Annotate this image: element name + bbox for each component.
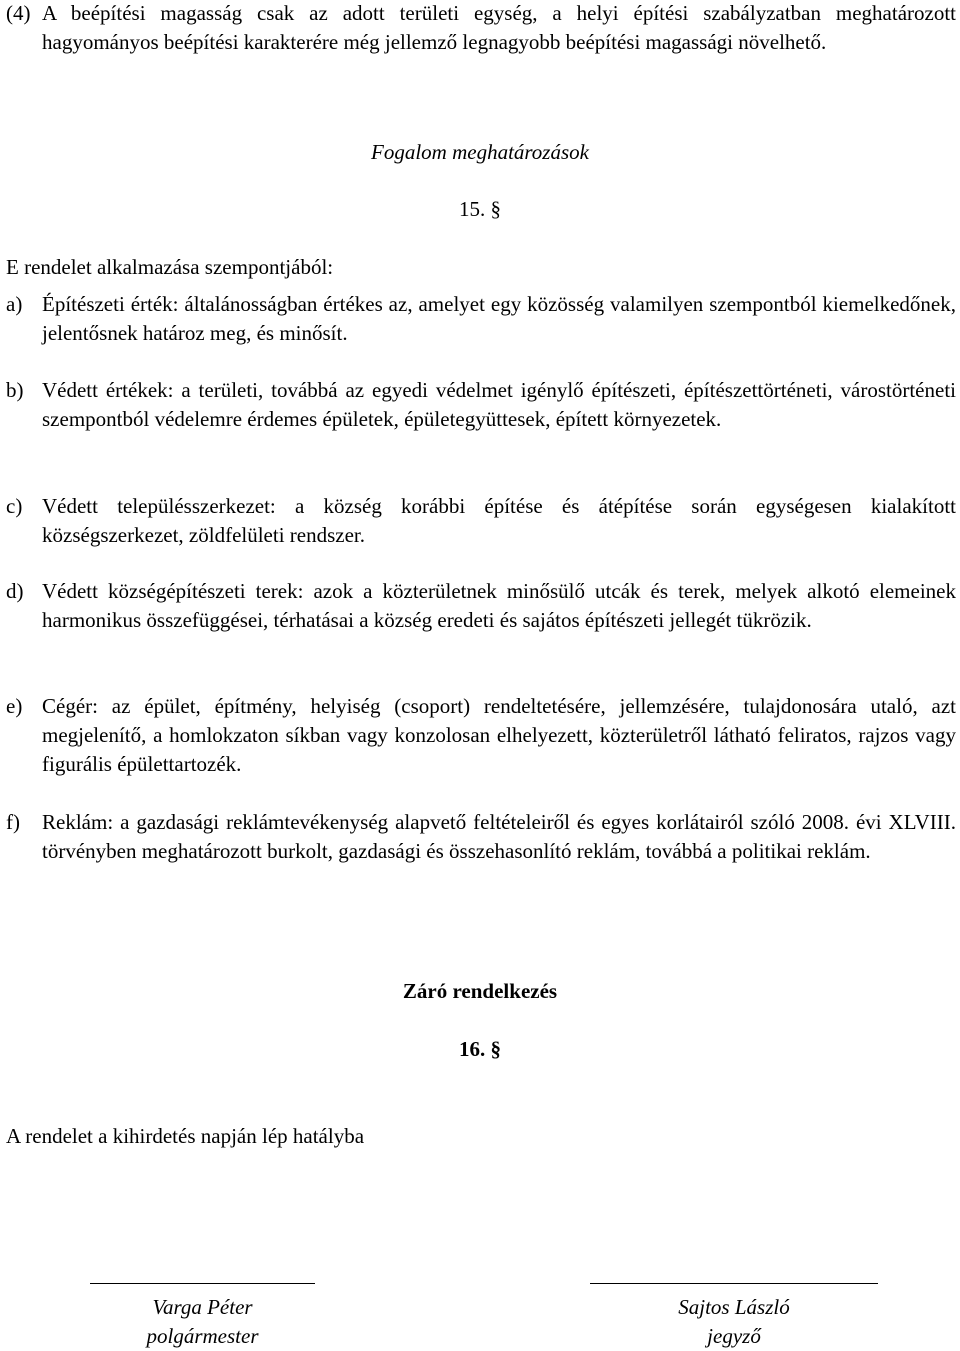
paragraph-label: (4) [6,1,31,25]
definition-f [6,808,956,866]
signatory-name: Sajtos László [678,1295,790,1319]
item-label: b) [6,378,24,402]
signature-line [90,1283,315,1284]
definition-c [6,492,956,550]
definition-b [6,376,956,434]
section-16-number: 16. § [459,1037,501,1061]
section-15-number: 15. § [459,197,501,221]
item-label: f) [6,810,20,834]
item-text: Védett értékek: a területi, továbbá az egyedi védelmet igénylő építészeti, építészettörténeti, várostörténeti szempontból védelemre érdemes épületek, épületegyüttesek, épített környezetek. [42,378,956,431]
item-text: Cégér: az épület, építmény, helyiség (csoport) rendeltetésére, jellemzésére, tulajdonosára utaló, azt megjelenítő, a homlokzaton síkban vagy konzolosan elhelyezett, közterületről látható feliratos, rajzos vagy figurális épülettartozék. [42,694,956,776]
item-label: c) [6,494,23,518]
section-16-title: Záró rendelkezés [402,979,558,1003]
section-15-title: Fogalom meghatározások [371,140,589,164]
paragraph-text: A beépítési magasság csak az adott területi egység, a helyi építési szabályzatban meghatározott hagyományos beépítési karakterére még jellemző legnagyobb beépítési magassági növelhető. [42,1,956,54]
item-label: a) [6,292,23,316]
item-text: Reklám: a gazdasági reklámtevékenység alapvető feltételeiről és egyes korlátairól szóló 2008. évi XLVIII. törvényben meghatározott burkolt, gazdasági és összehasonlító reklám, továbbá a politikai reklám. [42,810,956,863]
signature-mayor [90,1283,315,1351]
item-label: e) [6,694,23,718]
signature-notary [590,1283,878,1351]
definition-e [6,692,956,779]
item-label: d) [6,579,24,603]
item-text: Építészeti érték: általánosságban értékes az, amelyet egy közösség valamilyen szempontból kiemelkedőnek, jelentősnek határoz meg, és minősít. [42,292,956,345]
definition-a [6,290,956,348]
signatory-role: jegyző [707,1324,761,1348]
signature-line [590,1283,878,1284]
item-text: Védett községépítészeti terek: azok a közterületnek minősülő utcák és terek, melyek alkotó elemeinek harmonikus összefüggései, térhatásai a község eredeti és sajátos építészeti jellegét tükrözik. [42,579,956,632]
item-text: Védett településszerkezet: a község korábbi építése és átépítése során egységesen kialakított községszerkezet, zöldfelületi rendszer. [42,494,956,547]
signatory-name: Varga Péter [152,1295,253,1319]
intro-text: E rendelet alkalmazása szempontjából: [6,255,334,279]
signatory-role: polgármester [146,1324,259,1348]
definition-d [6,577,956,635]
closing-statement: A rendelet a kihirdetés napján lép hatályba [6,1124,365,1148]
paragraph-4 [6,0,956,57]
